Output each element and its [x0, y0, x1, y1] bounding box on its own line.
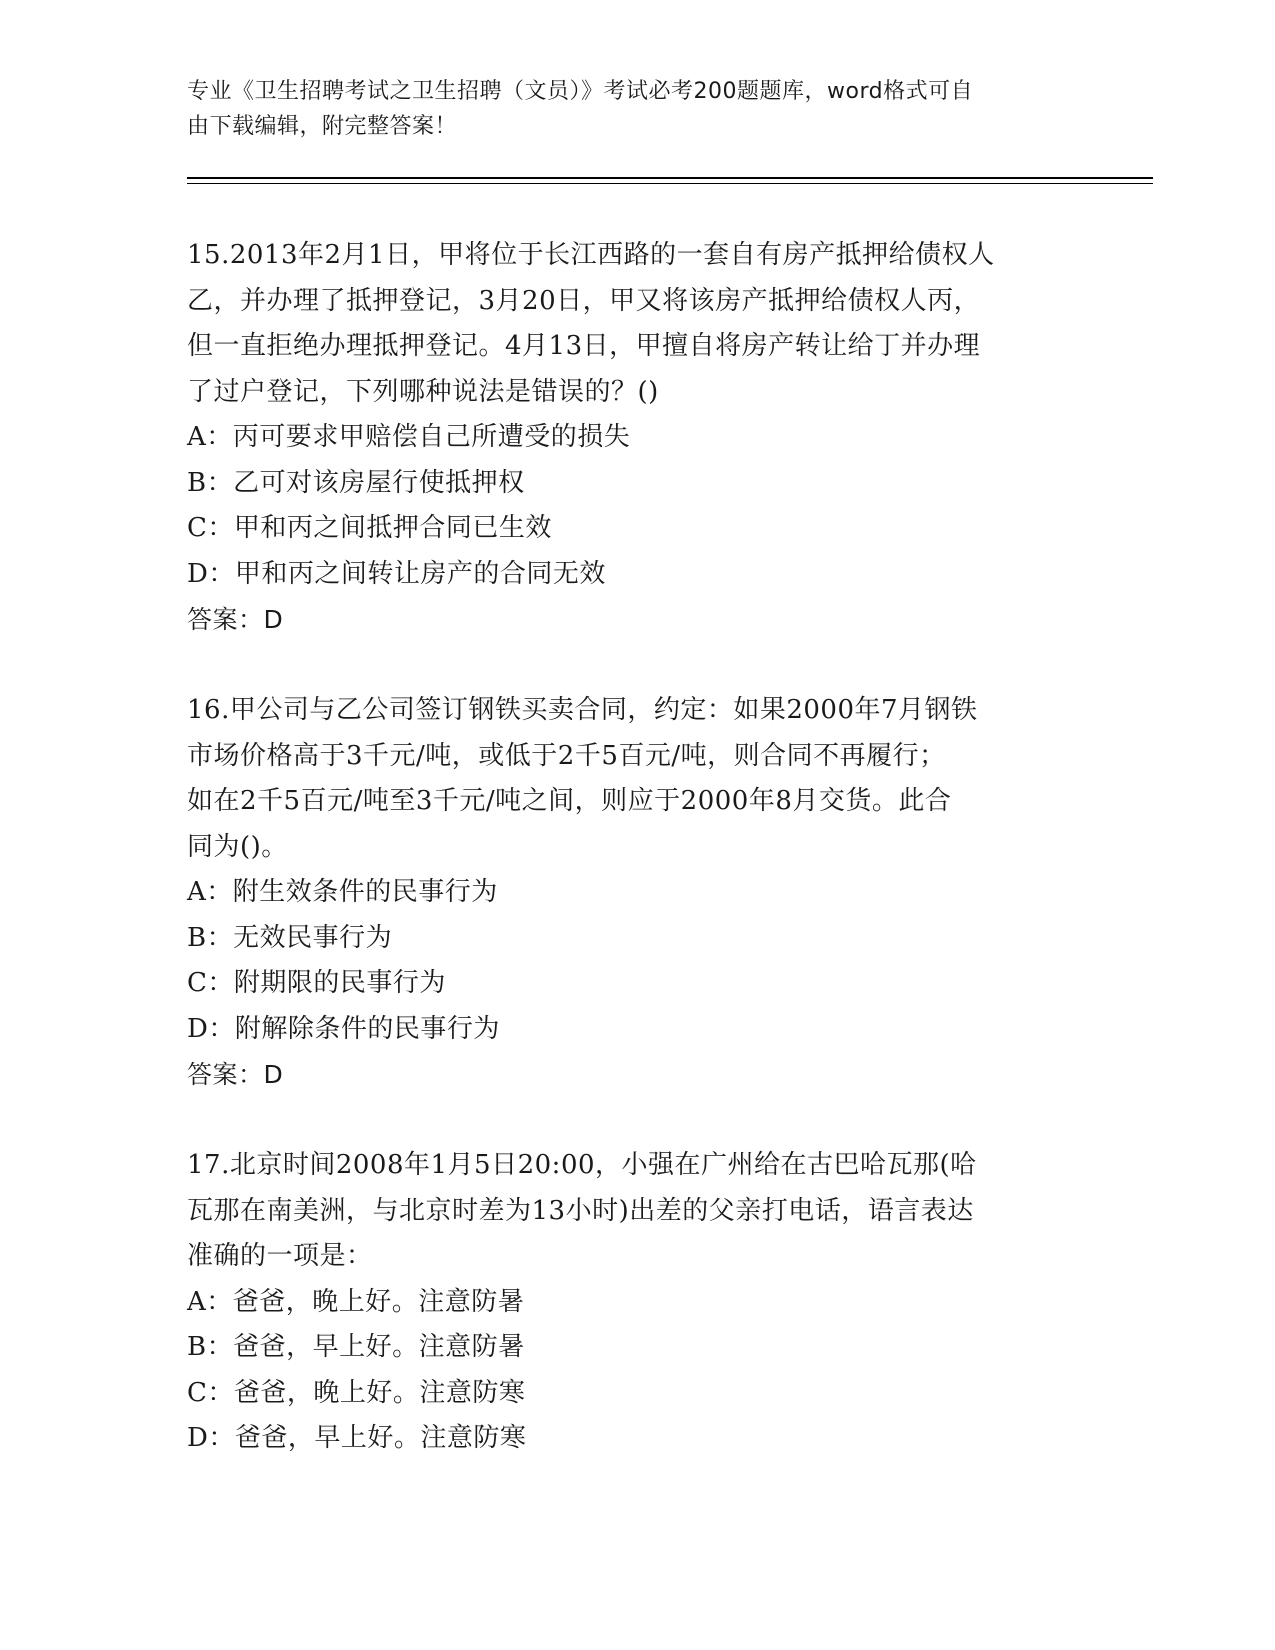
- question-stem-line: 市场价格高于3千元/吨，或低于2千5百元/吨，则合同不再履行；: [187, 740, 946, 771]
- document-header: [187, 74, 1067, 144]
- question-15: [187, 233, 1087, 643]
- question-stem-line: 如在2千5百元/吨至3千元/吨之间，则应于2000年8月交货。此合: [187, 786, 952, 816]
- option-b: B：乙可对该房屋行使抵押权: [187, 467, 525, 498]
- question-16: [187, 688, 1087, 1098]
- option-a: A：爸爸，晚上好。注意防暑: [187, 1286, 525, 1317]
- question-stem-line: 瓦那在南美洲，与北京时差为13小时)出差的父亲打电话，语言表达: [187, 1195, 974, 1226]
- option-c: C：甲和丙之间抵押合同已生效: [187, 513, 552, 543]
- option-d: D：爸爸，早上好。注意防寒: [187, 1423, 527, 1453]
- option-b: B：无效民事行为: [187, 922, 393, 953]
- question-stem-line: 但一直拒绝办理抵押登记。4月13日，甲擅自将房产转让给丁并办理: [187, 331, 981, 361]
- header-line-1: 专业《卫生招聘考试之卫生招聘（文员）》考试必考200题题库，word格式可自: [187, 79, 974, 104]
- question-stem-line: 17.北京时间2008年1月5日20:00，小强在广州给在古巴哈瓦那(哈: [187, 1150, 977, 1180]
- answer-line: 答案：D: [187, 605, 284, 634]
- question-stem-line: 15.2013年2月1日，甲将位于长江西路的一套自有房产抵押给债权人: [187, 240, 995, 270]
- question-stem-line: 乙，并办理了抵押登记，3月20日，甲又将该房产抵押给债权人丙，: [187, 285, 981, 316]
- option-d: D：甲和丙之间转让房产的合同无效: [187, 558, 606, 589]
- option-b: B：爸爸，早上好。注意防暑: [187, 1332, 525, 1362]
- header-line-2: 由下载编辑，附完整答案！: [187, 114, 458, 139]
- question-stem-line: 同为()。: [187, 831, 288, 862]
- question-stem-line: 准确的一项是：: [187, 1241, 373, 1271]
- question-17: [187, 1143, 1087, 1462]
- option-d: D：附解除条件的民事行为: [187, 1013, 500, 1044]
- option-c: C：附期限的民事行为: [187, 968, 446, 998]
- question-stem-line: 16.甲公司与乙公司签订钢铁买卖合同，约定：如果2000年7月钢铁: [187, 695, 978, 725]
- header-divider-thick: [187, 177, 1153, 179]
- option-a: A：附生效条件的民事行为: [187, 877, 498, 907]
- question-stem-line: 了过户登记，下列哪种说法是错误的？(): [187, 376, 659, 407]
- option-c: C：爸爸，晚上好。注意防寒: [187, 1377, 526, 1408]
- option-a: A：丙可要求甲赔偿自己所遭受的损失: [187, 422, 631, 452]
- header-divider-thin: [187, 183, 1153, 184]
- answer-line: 答案：D: [187, 1060, 284, 1089]
